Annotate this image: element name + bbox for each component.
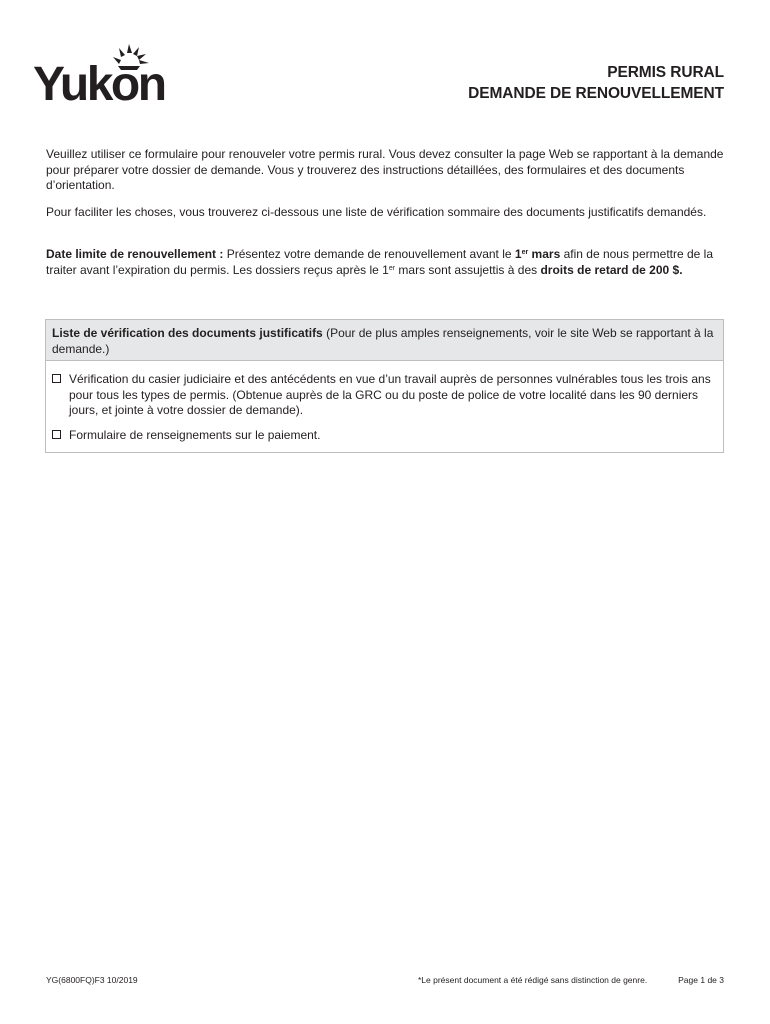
supporting-documents-checklist xyxy=(45,319,724,453)
deadline-paragraph xyxy=(46,247,726,278)
checklist-intro-paragraph: Pour faciliter les choses, vous trouverez ci-dessous une liste de vérification sommaire des documents justificatifs demandés. xyxy=(46,205,707,219)
page-number: Page 1 de 3 xyxy=(678,975,724,985)
deadline-label: Date limite de renouvellement : xyxy=(46,247,224,261)
checklist-item-payment-form xyxy=(46,428,723,444)
deadline-date: 1er mars xyxy=(514,247,561,261)
checklist-header-note: (Pour de plus amples renseignements, voir le site Web se rapportant à la demande.) xyxy=(52,326,714,356)
checklist-header-title: Liste de vérification des documents justificatifs xyxy=(52,326,323,340)
form-title xyxy=(468,62,724,104)
deadline-text-1: Présentez votre demande de renouvellement avant le xyxy=(223,247,515,261)
title-line-1: PERMIS RURAL xyxy=(607,64,724,81)
checkbox-criminal-record-check[interactable] xyxy=(52,374,61,383)
yukon-logo xyxy=(33,44,173,104)
title-line-2: DEMANDE DE RENOUVELLEMENT xyxy=(468,85,724,102)
late-fee: droits de retard de 200 $. xyxy=(540,262,683,277)
checkbox-payment-form[interactable] xyxy=(52,430,61,439)
deadline-text-3: mars sont assujettis à des xyxy=(395,262,541,277)
checklist-header xyxy=(46,320,723,361)
intro-paragraph: Veuillez utiliser ce formulaire pour renouveler votre permis rural. Vous devez consulter la page Web se rapportant à la demande pour préparer votre dossier de demande. Vous y trouverez des instructions détaillées, des formulaires et des documents d’orientation. xyxy=(46,147,724,192)
gender-note: *Le présent document a été rédigé sans distinction de genre. xyxy=(418,975,648,985)
yukon-logo-mark xyxy=(33,44,173,104)
checklist-item-label: Formulaire de renseignements sur le paiement. xyxy=(69,427,321,442)
deadline-sup: er xyxy=(388,264,396,272)
deadline-text-2: afin de nous permettre de la traiter avant l’expiration du permis. Les dossiers reçus après le 1 xyxy=(46,247,714,277)
logo-wordmark: Yukon xyxy=(33,58,165,104)
form-code: YG(6800FQ)F3 10/2019 xyxy=(46,975,138,985)
checklist-item-label: Vérification du casier judiciaire et des antécédents en vue d’un travail auprès de personnes vulnérables tous les trois ans pour tous les types de permis. (Obtenue auprès de la GRC ou du poste de police de votre localité dans les 90 derniers jours, et jointe à votre dossier de demande). xyxy=(69,372,711,417)
checklist-item-criminal-record-check xyxy=(46,372,723,419)
